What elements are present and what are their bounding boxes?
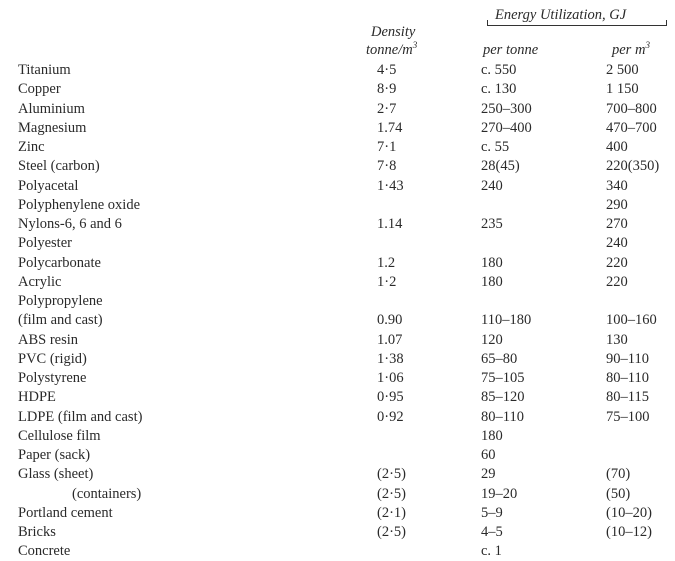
material-name: Polyester bbox=[18, 235, 72, 252]
energy-per-tonne: 65–80 bbox=[481, 350, 518, 367]
density-value: 1.74 bbox=[377, 119, 403, 136]
table-row bbox=[0, 331, 675, 350]
energy-per-m3: 340 bbox=[606, 177, 628, 194]
density-value: (2·5) bbox=[377, 466, 406, 483]
energy-per-tonne: 250–300 bbox=[481, 100, 532, 117]
density-value: 1·43 bbox=[377, 177, 404, 194]
energy-per-m3: 220 bbox=[606, 254, 628, 271]
material-name: Concrete bbox=[18, 543, 71, 560]
table-row bbox=[0, 388, 675, 407]
table-row bbox=[0, 273, 675, 292]
energy-per-tonne: 29 bbox=[481, 466, 496, 483]
energy-per-m3: 80–110 bbox=[606, 370, 649, 386]
table-row bbox=[0, 542, 675, 561]
energy-per-m3: 220(350) bbox=[606, 158, 660, 175]
table-row bbox=[0, 234, 675, 253]
energy-per-m3: 270 bbox=[606, 216, 628, 232]
material-name: Copper bbox=[18, 81, 61, 98]
table-row bbox=[0, 254, 675, 273]
material-name: Aluminium bbox=[18, 100, 85, 117]
table-row bbox=[0, 177, 675, 196]
energy-per-m3: 90–110 bbox=[606, 350, 649, 367]
material-name: Steel (carbon) bbox=[18, 158, 100, 175]
energy-per-tonne: c. 130 bbox=[481, 81, 517, 98]
energy-per-m3: (50) bbox=[606, 485, 631, 502]
density-value: 1.2 bbox=[377, 254, 396, 271]
density-value: 0·95 bbox=[377, 389, 404, 406]
table-row bbox=[0, 157, 675, 176]
density-value: 0.90 bbox=[377, 312, 403, 329]
energy-per-tonne: 80–110 bbox=[481, 408, 524, 425]
material-name: Polycarbonate bbox=[18, 254, 101, 271]
energy-per-tonne: 240 bbox=[481, 177, 503, 194]
energy-per-tonne: 60 bbox=[481, 447, 496, 463]
density-value: 1.14 bbox=[377, 216, 403, 232]
energy-per-tonne: 180 bbox=[481, 254, 503, 271]
table-row bbox=[0, 427, 675, 446]
energy-per-tonne: 85–120 bbox=[481, 389, 525, 406]
table-row bbox=[0, 446, 675, 465]
material-name: Polyphenylene oxide bbox=[18, 196, 141, 213]
material-name: Acrylic bbox=[18, 273, 62, 290]
energy-per-m3: (10–20) bbox=[606, 504, 652, 521]
table-row bbox=[0, 408, 675, 427]
table-row bbox=[0, 504, 675, 523]
table-row bbox=[0, 350, 675, 369]
energy-per-tonne: 75–105 bbox=[481, 370, 525, 386]
energy-per-m3: 700–800 bbox=[606, 100, 657, 117]
density-value: 1·38 bbox=[377, 350, 404, 367]
density-value: 0·92 bbox=[377, 408, 404, 425]
material-name: Bricks bbox=[18, 524, 56, 540]
material-name: Polystyrene bbox=[18, 370, 87, 386]
material-name: Polyacetal bbox=[18, 177, 79, 194]
energy-per-m3: 75–100 bbox=[606, 408, 650, 425]
energy-per-tonne: 270–400 bbox=[481, 119, 532, 136]
energy-per-tonne: c. 550 bbox=[481, 62, 517, 78]
energy-per-tonne: 19–20 bbox=[481, 485, 518, 502]
table-row bbox=[0, 311, 675, 330]
energy-per-tonne: 235 bbox=[481, 216, 503, 232]
density-value: 1·2 bbox=[377, 273, 397, 290]
energy-per-m3: 290 bbox=[606, 196, 628, 213]
table-row bbox=[0, 119, 675, 138]
energy-per-m3: 240 bbox=[606, 235, 628, 252]
energy-per-m3: 130 bbox=[606, 331, 628, 348]
material-name: PVC (rigid) bbox=[18, 350, 87, 367]
material-name: Nylons-6, 6 and 6 bbox=[18, 216, 122, 232]
energy-per-tonne: 5–9 bbox=[481, 504, 503, 521]
material-name: (containers) bbox=[72, 485, 142, 502]
density-value: 2·7 bbox=[377, 100, 397, 117]
density-unit: tonne/m bbox=[366, 42, 413, 58]
table-row bbox=[0, 485, 675, 504]
density-value: 8·9 bbox=[377, 81, 397, 98]
energy-per-m3: 2 500 bbox=[606, 62, 639, 78]
material-name: (film and cast) bbox=[18, 312, 103, 329]
table-row bbox=[0, 523, 675, 542]
material-name: Zinc bbox=[18, 139, 45, 155]
energy-per-m3: 470–700 bbox=[606, 119, 657, 136]
table-row bbox=[0, 138, 675, 157]
density-value: 7·1 bbox=[377, 139, 397, 155]
material-name: Titanium bbox=[18, 62, 71, 78]
energy-utilization-label: Energy Utilization, GJ bbox=[495, 7, 627, 23]
energy-per-tonne: 4–5 bbox=[481, 524, 503, 540]
table-row bbox=[0, 215, 675, 234]
energy-utilization-header bbox=[487, 4, 667, 26]
density-header-line2 bbox=[366, 42, 417, 59]
energy-per-m3: (10–12) bbox=[606, 524, 652, 540]
material-name: Glass (sheet) bbox=[18, 466, 94, 483]
energy-per-m3: 100–160 bbox=[606, 312, 657, 329]
material-name: LDPE (film and cast) bbox=[18, 408, 143, 425]
material-name: HDPE bbox=[18, 389, 56, 406]
energy-per-tonne: 180 bbox=[481, 273, 503, 290]
density-unit-exponent: 3 bbox=[412, 40, 418, 51]
table-row bbox=[0, 292, 675, 311]
energy-per-tonne: c. 55 bbox=[481, 139, 510, 155]
energy-per-tonne: c. 1 bbox=[481, 543, 502, 560]
density-value: (2·1) bbox=[377, 504, 406, 521]
density-header-line1: Density bbox=[371, 24, 416, 40]
table-row bbox=[0, 196, 675, 215]
density-value: 1.07 bbox=[377, 331, 403, 348]
material-name: Polypropylene bbox=[18, 293, 103, 309]
per-m3-header bbox=[612, 42, 650, 59]
energy-per-tonne: 120 bbox=[481, 331, 503, 348]
energy-per-m3: 400 bbox=[606, 139, 628, 155]
per-m3-exponent: 3 bbox=[645, 40, 650, 51]
material-name: ABS resin bbox=[18, 331, 79, 348]
energy-per-tonne: 110–180 bbox=[481, 312, 532, 329]
density-value: 4·5 bbox=[377, 62, 397, 78]
table-row bbox=[0, 465, 675, 484]
density-value: 1·06 bbox=[377, 370, 404, 386]
density-value: 7·8 bbox=[377, 158, 397, 175]
density-value: (2·5) bbox=[377, 524, 406, 540]
material-name: Paper (sack) bbox=[18, 447, 91, 463]
per-m3-label: per m bbox=[612, 42, 646, 58]
density-value: (2·5) bbox=[377, 485, 406, 502]
table-row bbox=[0, 61, 675, 80]
table-row bbox=[0, 80, 675, 99]
material-name: Magnesium bbox=[18, 119, 87, 136]
energy-per-tonne: 28(45) bbox=[481, 158, 520, 175]
energy-per-m3: (70) bbox=[606, 466, 631, 483]
table-row bbox=[0, 100, 675, 119]
energy-per-m3: 1 150 bbox=[606, 81, 639, 98]
table-row bbox=[0, 369, 675, 388]
material-name: Portland cement bbox=[18, 504, 113, 521]
energy-per-m3: 80–115 bbox=[606, 389, 649, 406]
material-name: Cellulose film bbox=[18, 427, 101, 444]
per-tonne-header: per tonne bbox=[483, 42, 539, 58]
energy-per-m3: 220 bbox=[606, 273, 628, 290]
energy-per-tonne: 180 bbox=[481, 427, 503, 444]
